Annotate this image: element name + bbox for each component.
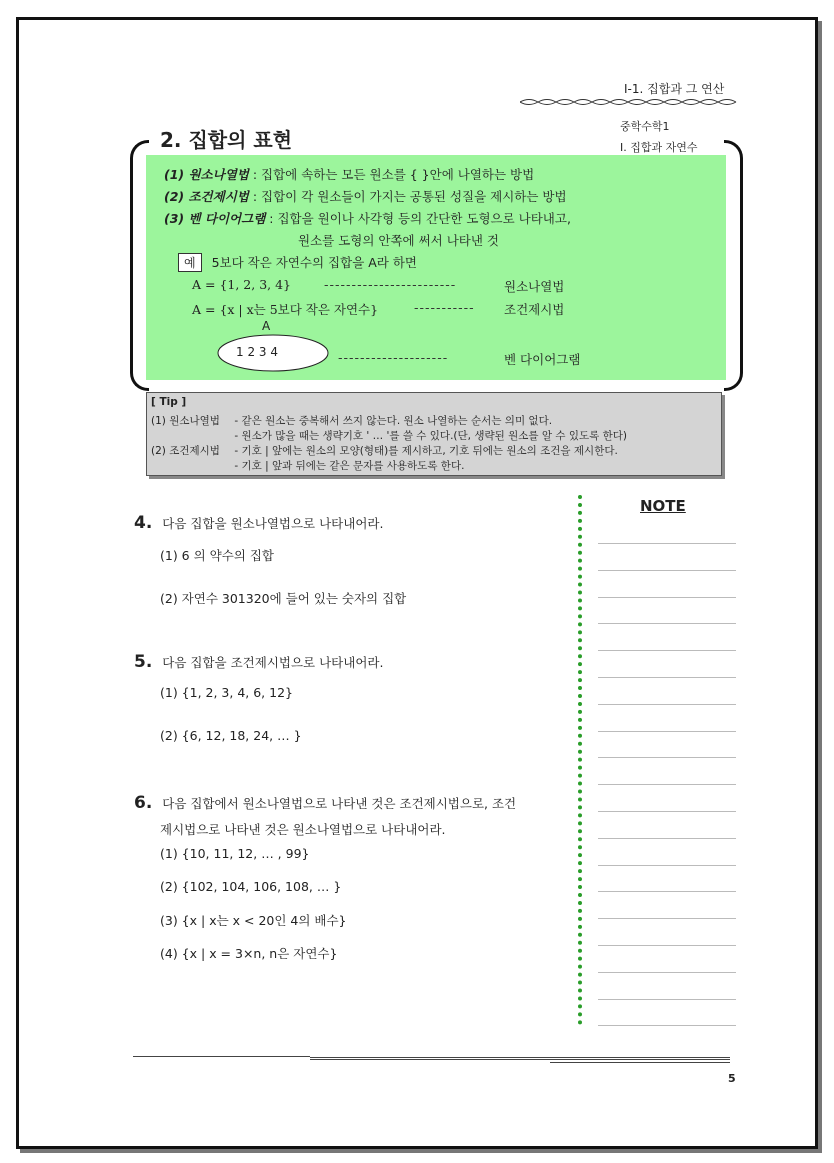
tip-row-4-text: - 기호 | 앞과 뒤에는 같은 문자를 사용하도록 한다. bbox=[234, 460, 465, 472]
note-rule-line bbox=[598, 891, 736, 892]
method-2-name: (2) 조건제시법 bbox=[164, 189, 249, 204]
method-1-desc: : 집합에 속하는 모든 원소를 { }안에 나열하는 방법 bbox=[252, 167, 535, 182]
question-6-text-cont: 제시법으로 나타낸 것은 원소나열법으로 나타내어라. bbox=[160, 822, 446, 837]
question-6-text: 다음 집합에서 원소나열법으로 나타낸 것은 조건제시법으로, 조건 bbox=[162, 796, 517, 811]
tip-row-2-text: - 원소가 많을 때는 생략기호 ' … '를 쓸 수 있다.(단, 생략된 원소를 알 수 있도록 한다) bbox=[234, 430, 627, 442]
note-rule-line bbox=[598, 811, 736, 812]
question-6-number: 6. bbox=[134, 793, 153, 813]
note-rule-line bbox=[598, 1025, 736, 1026]
tip-row-3-text: - 기호 | 앞에는 원소의 모양(형태)를 제시하고, 기호 뒤에는 원소의 조건을 제시한다. bbox=[234, 445, 618, 457]
note-rule-line bbox=[598, 784, 736, 785]
tip-row-3 bbox=[151, 443, 618, 458]
tip-row-2 bbox=[151, 428, 627, 443]
method-3-continued: 원소를 도형의 안쪽에 써서 나타낸 것 bbox=[298, 233, 499, 248]
note-rule-line bbox=[598, 704, 736, 705]
unit-label: Ⅰ. 집합과 자연수 bbox=[620, 141, 698, 154]
dash-leader-3: -------------------- bbox=[338, 350, 449, 365]
question-5 bbox=[134, 652, 383, 672]
note-rule-line bbox=[598, 838, 736, 839]
tip-row-3-head: (2) 조건제시법 bbox=[151, 445, 220, 457]
note-rule-line bbox=[598, 972, 736, 973]
method-3 bbox=[164, 209, 571, 227]
venn-set-name: A bbox=[262, 319, 271, 333]
example-builder: A = {x | x는 5보다 작은 자연수} bbox=[192, 302, 379, 317]
question-6-item-3: (3) {x | x는 x < 20인 4의 배수} bbox=[160, 913, 347, 928]
tip-row-1-head: (1) 원소나열법 bbox=[151, 415, 220, 427]
note-rule-line bbox=[598, 731, 736, 732]
wavy-divider bbox=[520, 97, 738, 107]
dotted-divider bbox=[578, 495, 582, 1025]
page-number: 5 bbox=[728, 1072, 736, 1085]
example-badge: 예 bbox=[178, 253, 202, 272]
note-rule-line bbox=[598, 999, 736, 1000]
example-roster: A = {1, 2, 3, 4} bbox=[192, 277, 292, 292]
method-1 bbox=[164, 165, 534, 183]
note-rule-line bbox=[598, 650, 736, 651]
footer-rule-left bbox=[133, 1056, 310, 1057]
question-5-number: 5. bbox=[134, 652, 153, 672]
note-rule-line bbox=[598, 543, 736, 544]
question-5-item-2: (2) {6, 12, 18, 24, … } bbox=[160, 728, 302, 743]
question-4-item-1: (1) 6 의 약수의 집합 bbox=[160, 548, 275, 563]
definition-box bbox=[146, 155, 726, 380]
note-rule-line bbox=[598, 570, 736, 571]
dash-leader-1: ------------------------ bbox=[324, 277, 457, 292]
question-6-item-1: (1) {10, 11, 12, … , 99} bbox=[160, 846, 310, 861]
tip-box bbox=[146, 392, 722, 476]
example-intro-line bbox=[178, 253, 417, 272]
question-6-item-4: (4) {x | x = 3×n, n은 자연수} bbox=[160, 946, 338, 961]
question-5-text: 다음 집합을 조건제시법으로 나타내어라. bbox=[162, 655, 384, 670]
question-4-item-2: (2) 자연수 301320에 들어 있는 숫자의 집합 bbox=[160, 591, 407, 606]
question-4 bbox=[134, 513, 383, 533]
venn-label: 벤 다이어그램 bbox=[504, 352, 581, 367]
right-bracket bbox=[724, 140, 743, 391]
question-4-text: 다음 집합을 원소나열법으로 나타내어라. bbox=[162, 516, 384, 531]
note-rule-line bbox=[598, 623, 736, 624]
footer-rule-double bbox=[310, 1057, 730, 1060]
chapter-header: Ⅰ-1. 집합과 그 연산 bbox=[624, 82, 725, 96]
method-2-desc: : 집합이 각 원소들이 가지는 공통된 성질을 제시하는 방법 bbox=[252, 189, 567, 204]
note-rule-line bbox=[598, 918, 736, 919]
method-3-name: (3) 벤 다이어그램 bbox=[164, 211, 266, 226]
method-1-name: (1) 원소나열법 bbox=[164, 167, 249, 182]
question-6-item-2: (2) {102, 104, 106, 108, … } bbox=[160, 879, 342, 894]
example-intro: 5보다 작은 자연수의 집합을 A라 하면 bbox=[211, 255, 417, 270]
method-2 bbox=[164, 187, 567, 205]
note-rule-line bbox=[598, 757, 736, 758]
tip-row-1 bbox=[151, 413, 552, 428]
tip-row-1-text: - 같은 원소는 중복해서 쓰지 않는다. 원소 나열하는 순서는 의미 없다. bbox=[234, 415, 553, 427]
tip-title: [ Tip ] bbox=[151, 396, 187, 408]
section-title: 2. 집합의 표현 bbox=[160, 128, 293, 152]
question-5-item-1: (1) {1, 2, 3, 4, 6, 12} bbox=[160, 685, 293, 700]
venn-elements: 1 2 3 4 bbox=[236, 345, 278, 359]
note-rule-line bbox=[598, 945, 736, 946]
note-rule-line bbox=[598, 677, 736, 678]
note-title: NOTE bbox=[640, 497, 686, 515]
tip-row-4 bbox=[151, 458, 464, 473]
roster-label: 원소나열법 bbox=[504, 279, 565, 294]
method-3-desc: : 집합을 원이나 사각형 등의 간단한 도형으로 나타내고, bbox=[269, 211, 571, 226]
course-label: 중학수학1 bbox=[620, 120, 670, 133]
note-rule-line bbox=[598, 865, 736, 866]
question-4-number: 4. bbox=[134, 513, 153, 533]
question-6 bbox=[134, 793, 516, 813]
footer-rule-right bbox=[550, 1062, 730, 1063]
note-rule-line bbox=[598, 597, 736, 598]
dash-leader-2: ----------- bbox=[414, 300, 475, 315]
builder-label: 조건제시법 bbox=[504, 302, 565, 317]
